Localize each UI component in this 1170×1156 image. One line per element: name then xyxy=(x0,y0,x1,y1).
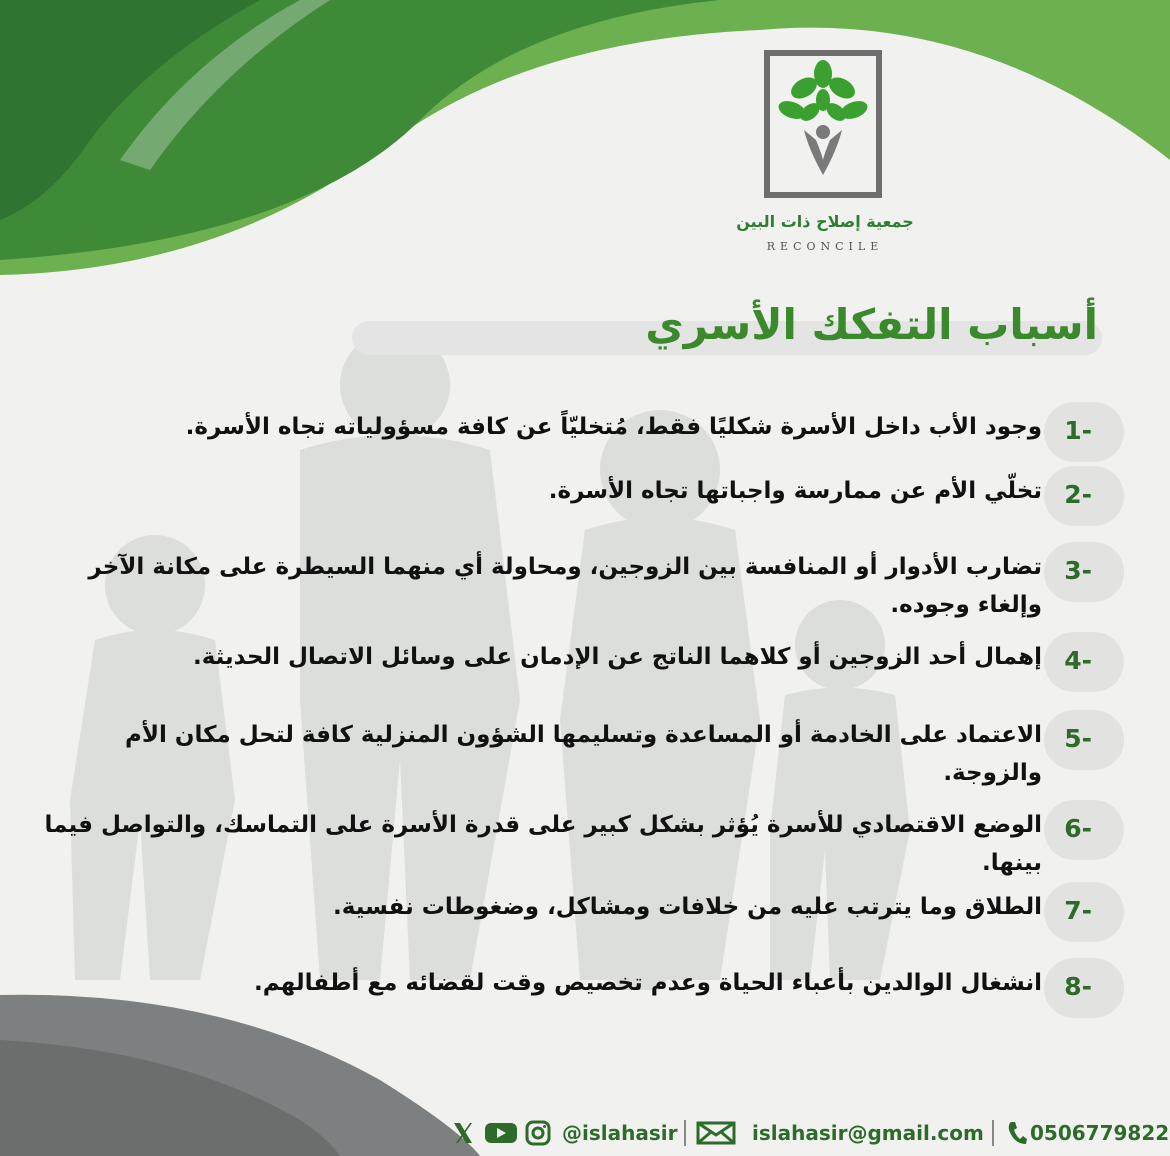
item-number: 1- xyxy=(1064,416,1092,445)
item-text: الوضع الاقتصادي للأسرة يُؤثر بشكل كبير على قدرة الأسرة على التماسك، والتواصل فيما بينها. xyxy=(44,812,1042,876)
item-text: تخلّي الأم عن ممارسة واجباتها تجاه الأسرة. xyxy=(548,478,1042,504)
x-social-link[interactable] xyxy=(450,1114,476,1152)
logo-arabic-name: جمعية إصلاح ذات البين xyxy=(736,212,914,231)
item-number: 6- xyxy=(1064,814,1092,843)
list-item xyxy=(0,402,1170,462)
list-item xyxy=(0,882,1170,942)
x-icon xyxy=(450,1120,476,1146)
phone-icon xyxy=(1006,1120,1028,1146)
social-handle-link[interactable] xyxy=(562,1114,677,1152)
phone-link[interactable] xyxy=(1006,1114,1169,1152)
item-text: الاعتماد على الخادمة أو المساعدة وتسليمها الشؤون المنزلية كافة لتحل مكان الأم والزوجة. xyxy=(124,722,1042,786)
list-item xyxy=(0,542,1170,618)
divider xyxy=(684,1120,686,1146)
item-number: 8- xyxy=(1064,972,1092,1001)
item-number: 4- xyxy=(1064,646,1092,675)
instagram-link[interactable] xyxy=(524,1114,552,1152)
item-number: 7- xyxy=(1064,896,1092,925)
list-item xyxy=(0,466,1170,526)
phone-number: 0506779822 xyxy=(1030,1121,1170,1145)
youtube-icon xyxy=(484,1120,518,1146)
item-text: تضارب الأدوار أو المنافسة بين الزوجين، ومحاولة أي منهما السيطرة على مكانة الآخر وإلغاء وجوده. xyxy=(88,554,1042,618)
divider xyxy=(992,1120,994,1146)
item-number: 5- xyxy=(1064,724,1092,753)
item-text: إهمال أحد الزوجين أو كلاهما الناتج عن الإدمان على وسائل الاتصال الحديثة. xyxy=(192,644,1042,670)
item-text: وجود الأب داخل الأسرة شكليًا فقط، مُتخليّاً عن كافة مسؤولياته تجاه الأسرة. xyxy=(185,414,1042,440)
social-handle: @islahasir xyxy=(562,1121,678,1145)
item-text: الطلاق وما يترتب عليه من خلافات ومشاكل، وضغوطات نفسية. xyxy=(333,894,1042,920)
mail-icon xyxy=(696,1120,736,1146)
tree-logo-icon xyxy=(764,50,882,198)
list-item xyxy=(0,632,1170,692)
email-address: islahasir@gmail.com xyxy=(752,1121,984,1145)
list-item xyxy=(0,800,1170,876)
item-number: 2- xyxy=(1064,480,1092,509)
item-number: 3- xyxy=(1064,556,1092,585)
list-item xyxy=(0,710,1170,786)
instagram-icon xyxy=(524,1119,552,1147)
logo-english-name: RECONCILE xyxy=(766,240,884,253)
item-text: انشغال الوالدين بأعباء الحياة وعدم تخصيص وقت لقضائه مع أطفالهم. xyxy=(254,970,1042,996)
list-item xyxy=(0,958,1170,1018)
contact-footer xyxy=(440,1114,1170,1152)
email-link[interactable] xyxy=(696,1114,984,1152)
page-title: أسباب التفكك الأسري xyxy=(645,300,1098,349)
youtube-link[interactable] xyxy=(484,1114,518,1152)
organization-logo xyxy=(730,50,920,260)
